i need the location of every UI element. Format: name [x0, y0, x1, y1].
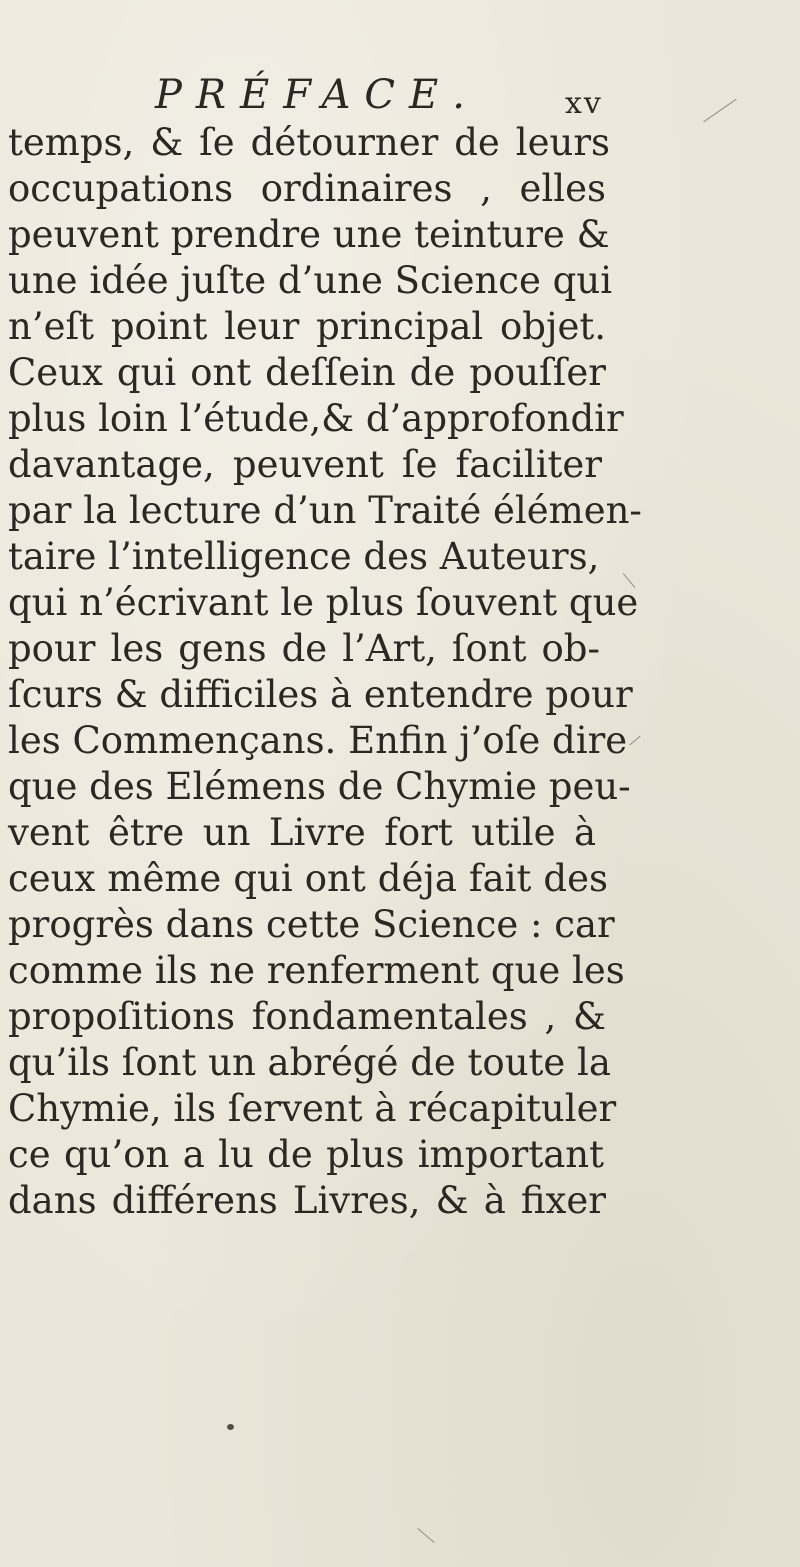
- text-line: taire l’intelligence des Auteurs,: [8, 535, 600, 578]
- text-line: ſcurs & difficiles à entendre pour: [8, 673, 633, 716]
- paper-mark: [629, 736, 640, 746]
- text-line: qu’ils ſont un abrégé de toute la: [8, 1041, 611, 1084]
- running-head: PRÉFACE.: [155, 72, 479, 118]
- text-line: peuvent prendre une teinture &: [8, 213, 610, 256]
- text-line: occupations ordinaires , elles: [8, 167, 606, 210]
- text-line: que des Elémens de Chymie peu-: [8, 765, 631, 808]
- ink-spot: [227, 1424, 234, 1430]
- text-line: ceux même qui ont déja fait des: [8, 857, 608, 900]
- text-line: par la lecture d’un Traité élémen-: [8, 489, 642, 532]
- text-line: davantage, peuvent ſe faciliter: [8, 443, 602, 486]
- text-line: vent être un Livre fort utile à: [8, 811, 596, 854]
- text-line: progrès dans cette Science : car: [8, 903, 615, 946]
- paper-mark: [417, 1528, 434, 1543]
- text-line: temps, & ſe détourner de leurs: [8, 121, 610, 164]
- text-line: ce qu’on a lu de plus important: [8, 1133, 604, 1176]
- text-line: dans différens Livres, & à fixer: [8, 1179, 606, 1222]
- text-line: plus loin l’étude,& d’approfondir: [8, 397, 624, 440]
- text-line: Ceux qui ont deſſein de pouſſer: [8, 351, 606, 394]
- text-line: propoſitions fondamentales , &: [8, 995, 606, 1038]
- text-line: pour les gens de l’Art, ſont ob-: [8, 627, 600, 670]
- text-line: Chymie, ils ſervent à récapituler: [8, 1087, 617, 1130]
- page-number: xv: [565, 86, 603, 121]
- page-header: [0, 72, 800, 122]
- text-line: les Commençans. Enfin j’oſe dire: [8, 719, 628, 762]
- text-line: comme ils ne renferment que les: [8, 949, 625, 992]
- text-line: qui n’écrivant le plus ſouvent que: [8, 581, 639, 624]
- text-line: n’eſt point leur principal objet.: [8, 305, 606, 348]
- text-line: une idée juſte d’une Science qui: [8, 259, 613, 302]
